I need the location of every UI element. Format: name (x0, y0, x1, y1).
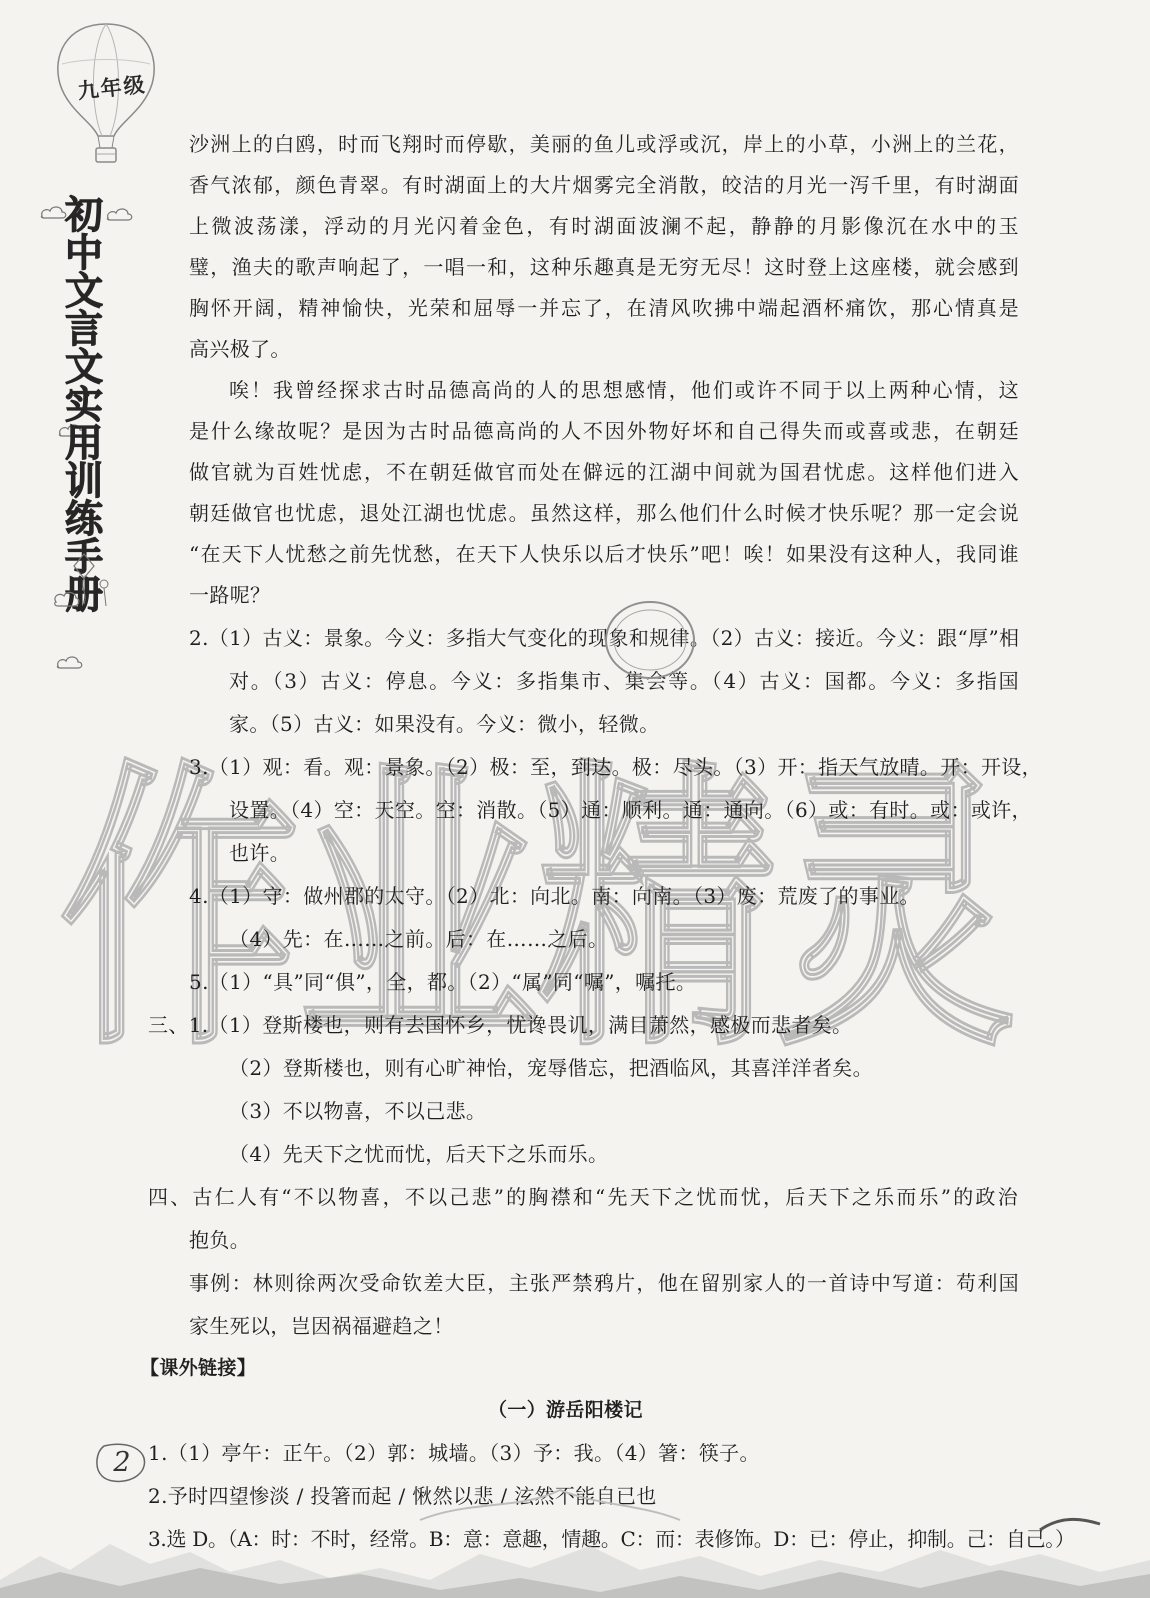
landscape-illustration (0, 1460, 1150, 1598)
answer-part4-line: 事例：林则徐两次受命钦差大臣，主张严禁鸦片，他在留别家人的一首诗中写道：苟利国 (189, 1271, 1019, 1295)
translation-line: 是什么缘故呢？是因为古时品德高尚的人不因外物好坏和自己得失而或喜或悲，在朝廷 (189, 419, 1019, 443)
translation-line: 胸怀开阔，精神愉快，光荣和屈辱一并忘了，在清风吹拂中端起酒杯痛饮，那心情真是 (189, 296, 1019, 320)
translation-line: 高兴极了。 (189, 337, 291, 361)
translation-line: “在天下人忧愁之前先忧愁，在天下人快乐以后才快乐”吧！唉！如果没有这种人，我同谁 (189, 542, 1019, 566)
answer-part4-line: 家生死以，岂因祸福避趋之！ (189, 1314, 454, 1338)
answer-q2-line: 2.（1）古义：景象。今义：多指大气变化的现象和规律。（2）古义：接近。今义：跟“厚”相 (189, 626, 1020, 650)
translation-line: 做官就为百姓忧虑，不在朝廷做官而处在僻远的江湖中间就为国君忧虑。这样他们进入 (189, 460, 1019, 484)
answer-part3-line: （4）先天下之忧而忧，后天下之乐而乐。 (229, 1142, 609, 1166)
section-tag: 【课外链接】 (140, 1357, 257, 1379)
watermark-text: 作业精灵 (60, 737, 1015, 1065)
answer-q3-line: 也许。 (229, 841, 291, 865)
answer-q2-line: 家。（5）古义：如果没有。今义：微小，轻微。 (229, 712, 660, 736)
section-title: （一）游岳阳楼记 (488, 1399, 643, 1421)
translation-line: 一路呢？ (189, 583, 271, 607)
answer-part4-line: 四、古仁人有“不以物喜，不以己悲”的胸襟和“先天下之忧而忧，后天下之乐而乐”的政治 (148, 1185, 1018, 1209)
answer-q3-line: 3.（1）观：看。观：景象。（2）极：至，到达。极：尽头。（3）开：指天气放晴。开：开设， (189, 755, 1043, 779)
kite-doodle-icon (44, 548, 124, 618)
translation-line: 璧，渔夫的歌声响起了，一唱一和，这种乐趣真是无穷无尽！这时登上这座楼，就会感到 (189, 255, 1019, 279)
translation-line: 朝廷做官也忧虑，退处江湖也忧虑。虽然这样，那么他们什么时候才快乐呢？那一定会说 (189, 501, 1019, 525)
translation-line: 上微波荡漾，浮动的月光闪着金色，有时湖面波澜不起，静静的月影像沉在水中的玉 (189, 214, 1019, 238)
extension-line: 2.予时四望惨淡 / 投箸而起 / 愀然以悲 / 泫然不能自已也 (148, 1484, 657, 1508)
answer-q4-line: （4）先：在……之前。后：在……之后。 (229, 927, 609, 951)
answer-q4-line: 4.（1）守：做州郡的太守。（2）北：向北。南：向南。（3）废：荒废了的事业。 (189, 884, 920, 908)
answer-q3-line: 设置。（4）空：天空。空：消散。（5）通：顺利。通：通向。（6）或：有时。或：或许， (229, 798, 1032, 822)
grade-label: 九年级 (76, 72, 148, 104)
answer-part4-line: 抱负。 (189, 1228, 251, 1252)
translation-line: 香气浓郁，颜色青翠。有时湖面上的大片烟雾完全消散，皎洁的月光一泻千里，有时湖面 (189, 173, 1019, 197)
translation-line: 沙洲上的白鸥，时而飞翔时而停歇，美丽的鱼儿或浮或沉，岸上的小草，小洲上的兰花， (189, 132, 1019, 156)
extension-line: 3.选 D。（A：时：不时，经常。B：意：意趣，情趣。C：而：表修饰。D：已：停止，抑制。己：自己。） (148, 1527, 1075, 1551)
answer-part3-line: （3）不以物喜，不以己悲。 (229, 1099, 487, 1123)
cloud-icon (54, 652, 84, 672)
answer-q2-line: 对。（3）古义：停息。今义：多指集市、集会等。（4）古义：国都。今义：多指国 (229, 669, 1019, 693)
answer-q5-line: 5.（1）“具”同“俱”，全，都。（2）“属”同“嘱”，嘱托。 (189, 970, 697, 994)
book-title: 初 中 文 言 文 实 用 训 练 手 册 (64, 193, 103, 617)
extension-line: 1.（1）亭午：正午。（2）郭：城墙。（3）予：我。（4）箸：筷子。 (148, 1441, 760, 1465)
translation-line: 唉！我曾经探求古时品德高尚的人的思想感情，他们或许不同于以上两种心情，这 (229, 378, 1019, 402)
page-number: 2 (113, 1447, 131, 1478)
stamp-seal (590, 590, 710, 690)
answer-part3-line: （2）登斯楼也，则有心旷神怡，宠辱偕忘，把酒临风，其喜洋洋者矣。 (229, 1056, 873, 1080)
answer-part3-line: 三、1.（1）登斯楼也，则有去国怀乡，忧谗畏讥，满目萧然，感极而悲者矣。 (148, 1013, 853, 1037)
